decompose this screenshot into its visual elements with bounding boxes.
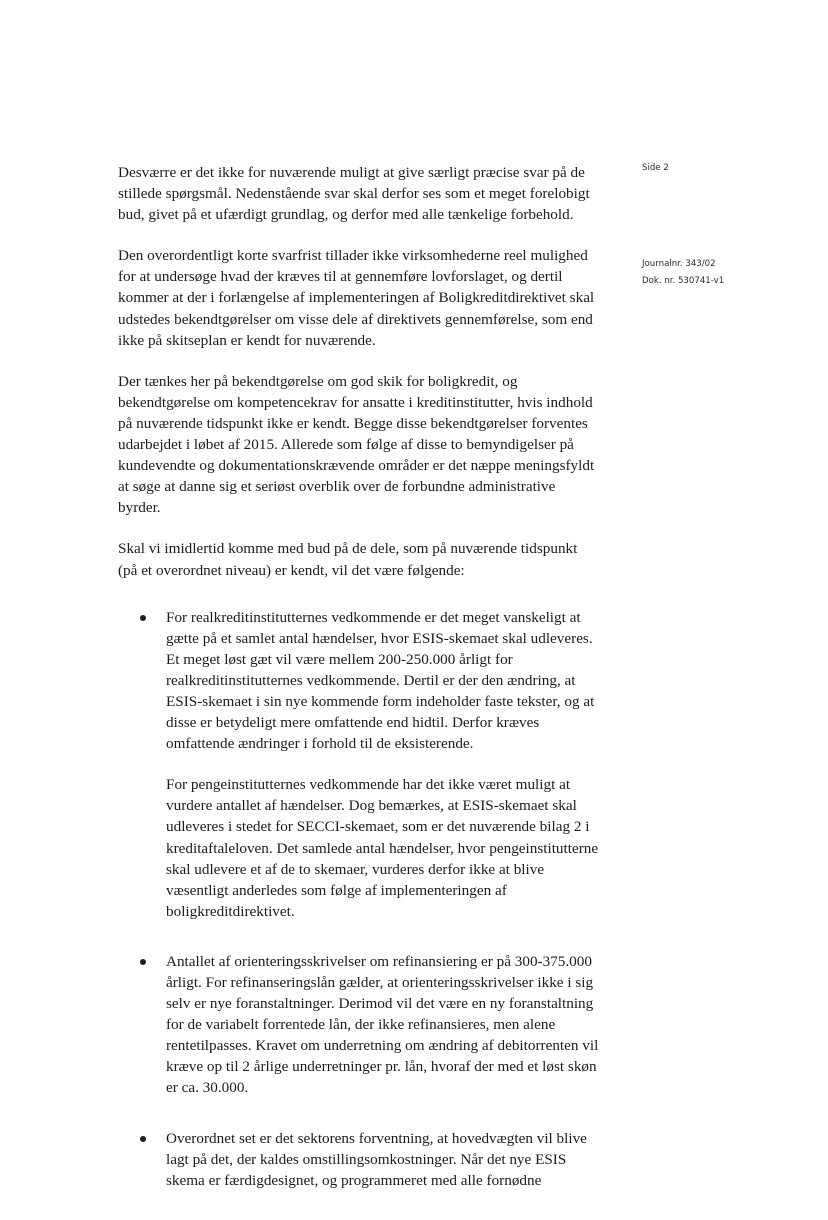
body-paragraph: Desværre er det ikke for nuværende muligt at give særligt præcise svar på de stillede spørgsmål. Nedenstående svar skal derfor ses som et meget forelobigt bud, givet på et ufærdigt grundlag, og derfor med alle tænkelige forbehold. <box>118 164 590 224</box>
list-item-paragraph: Antallet af orienteringsskrivelser om refinansiering er på 300-375.000 årligt. For refinanseringslån gælder, at orienteringsskrivelser ikke i sig selv er nye foranstaltninger. Derimod vil det være en ny foranstaltning for de variabelt forrentede lån, der ikke refinansieres, men alene rentetilpasses. Kravet om underretning om ændring af debitorrenten vil kræve op til 2 årlige underretninger pr. lån, hvoraf der med et løst skøn er ca. 30.000. <box>166 952 599 1097</box>
list-item-paragraph: Overordnet set er det sektorens forventning, at hovedvægten vil blive lagt på det, der kaldes omstillingsomkostninger. Når det nye ESIS skema er færdigdesignet, og programmeret med alle fornødne <box>166 1129 587 1189</box>
document-number: Dok. nr. 530741-v1 <box>642 276 725 286</box>
body-paragraph: Der tænkes her på bekendtgørelse om god skik for boligkredit, og bekendtgørelse om kompetencekrav for ansatte i kreditinstitutter, hvis indhold på nuværende tidspunkt ikke er kendt. Begge disse bekendtgørelser forventes udarbejdet i løbet af 2015. Allerede som følge af disse to bemyndigelser på kundevendte og dokumentationskrævende områder er det næppe meningsfyldt at søge at danne sig et seriøst overblik over de forbundne administrative byrder. <box>118 372 595 517</box>
list-item <box>118 607 600 922</box>
bullet-icon <box>140 959 146 965</box>
list-item-paragraph: For realkreditinstitutternes vedkommende er det meget vanskeligt at gætte på et samlet antal hændelser, hvor ESIS-skemaet skal udleveres. Et meget løst gæt vil være mellem 200-250.000 årligt for realkreditinstitutternes vedkommende. Dertil er der den ændring, at ESIS-skemaet i sin nye kommende form indeholder faste tekster, og at disse er betydeligt mere omfattende end hidtil. Derfor kræves omfattende ændringer i forhold til de eksisterende. <box>166 608 595 753</box>
list-item-paragraph: For pengeinstitutternes vedkommende har det ikke været muligt at vurdere antallet af hændelser. Dog bemærkes, at ESIS-skemaet skal udleveres i stedet for SECCI-skemaet, som er det nuværende bilag 2 i kreditaftaleloven. Det samlede antal hændelser, hvor pengeinstitutterne skal udlevere et af de to skemaer, vurderes derfor ikke at blive væsentligt anderledes som følge af implementeringen af boligkreditdirektivet. <box>166 776 599 920</box>
letter-body <box>118 162 600 1220</box>
body-paragraph: Skal vi imidlertid komme med bud på de dele, som på nuværende tidspunkt (på et overordnet niveau) er kendt, vil det være følgende: <box>118 540 578 579</box>
page-number-block <box>642 160 669 177</box>
page-label: Side 2 <box>642 163 669 173</box>
document-reference-block <box>642 256 724 290</box>
list-item <box>118 951 600 1099</box>
bullet-list <box>118 607 600 1191</box>
bullet-icon <box>140 1136 146 1142</box>
body-paragraph: Den overordentligt korte svarfrist tillader ikke virksomhederne reel mulighed for at undersøge hvad der kræves til at gennemføre lovforslaget, og dertil kommer at der i forlængelse af implementeringen af Boligkreditdirektivet skal udstedes bekendtgørelser om visse dele af direktivets gennemførelse, som end ikke på skitseplan er kendt for nuværende. <box>118 247 595 349</box>
journal-number: Journalnr. 343/02 <box>642 259 716 269</box>
list-item <box>118 1128 600 1191</box>
bullet-icon <box>140 615 146 621</box>
